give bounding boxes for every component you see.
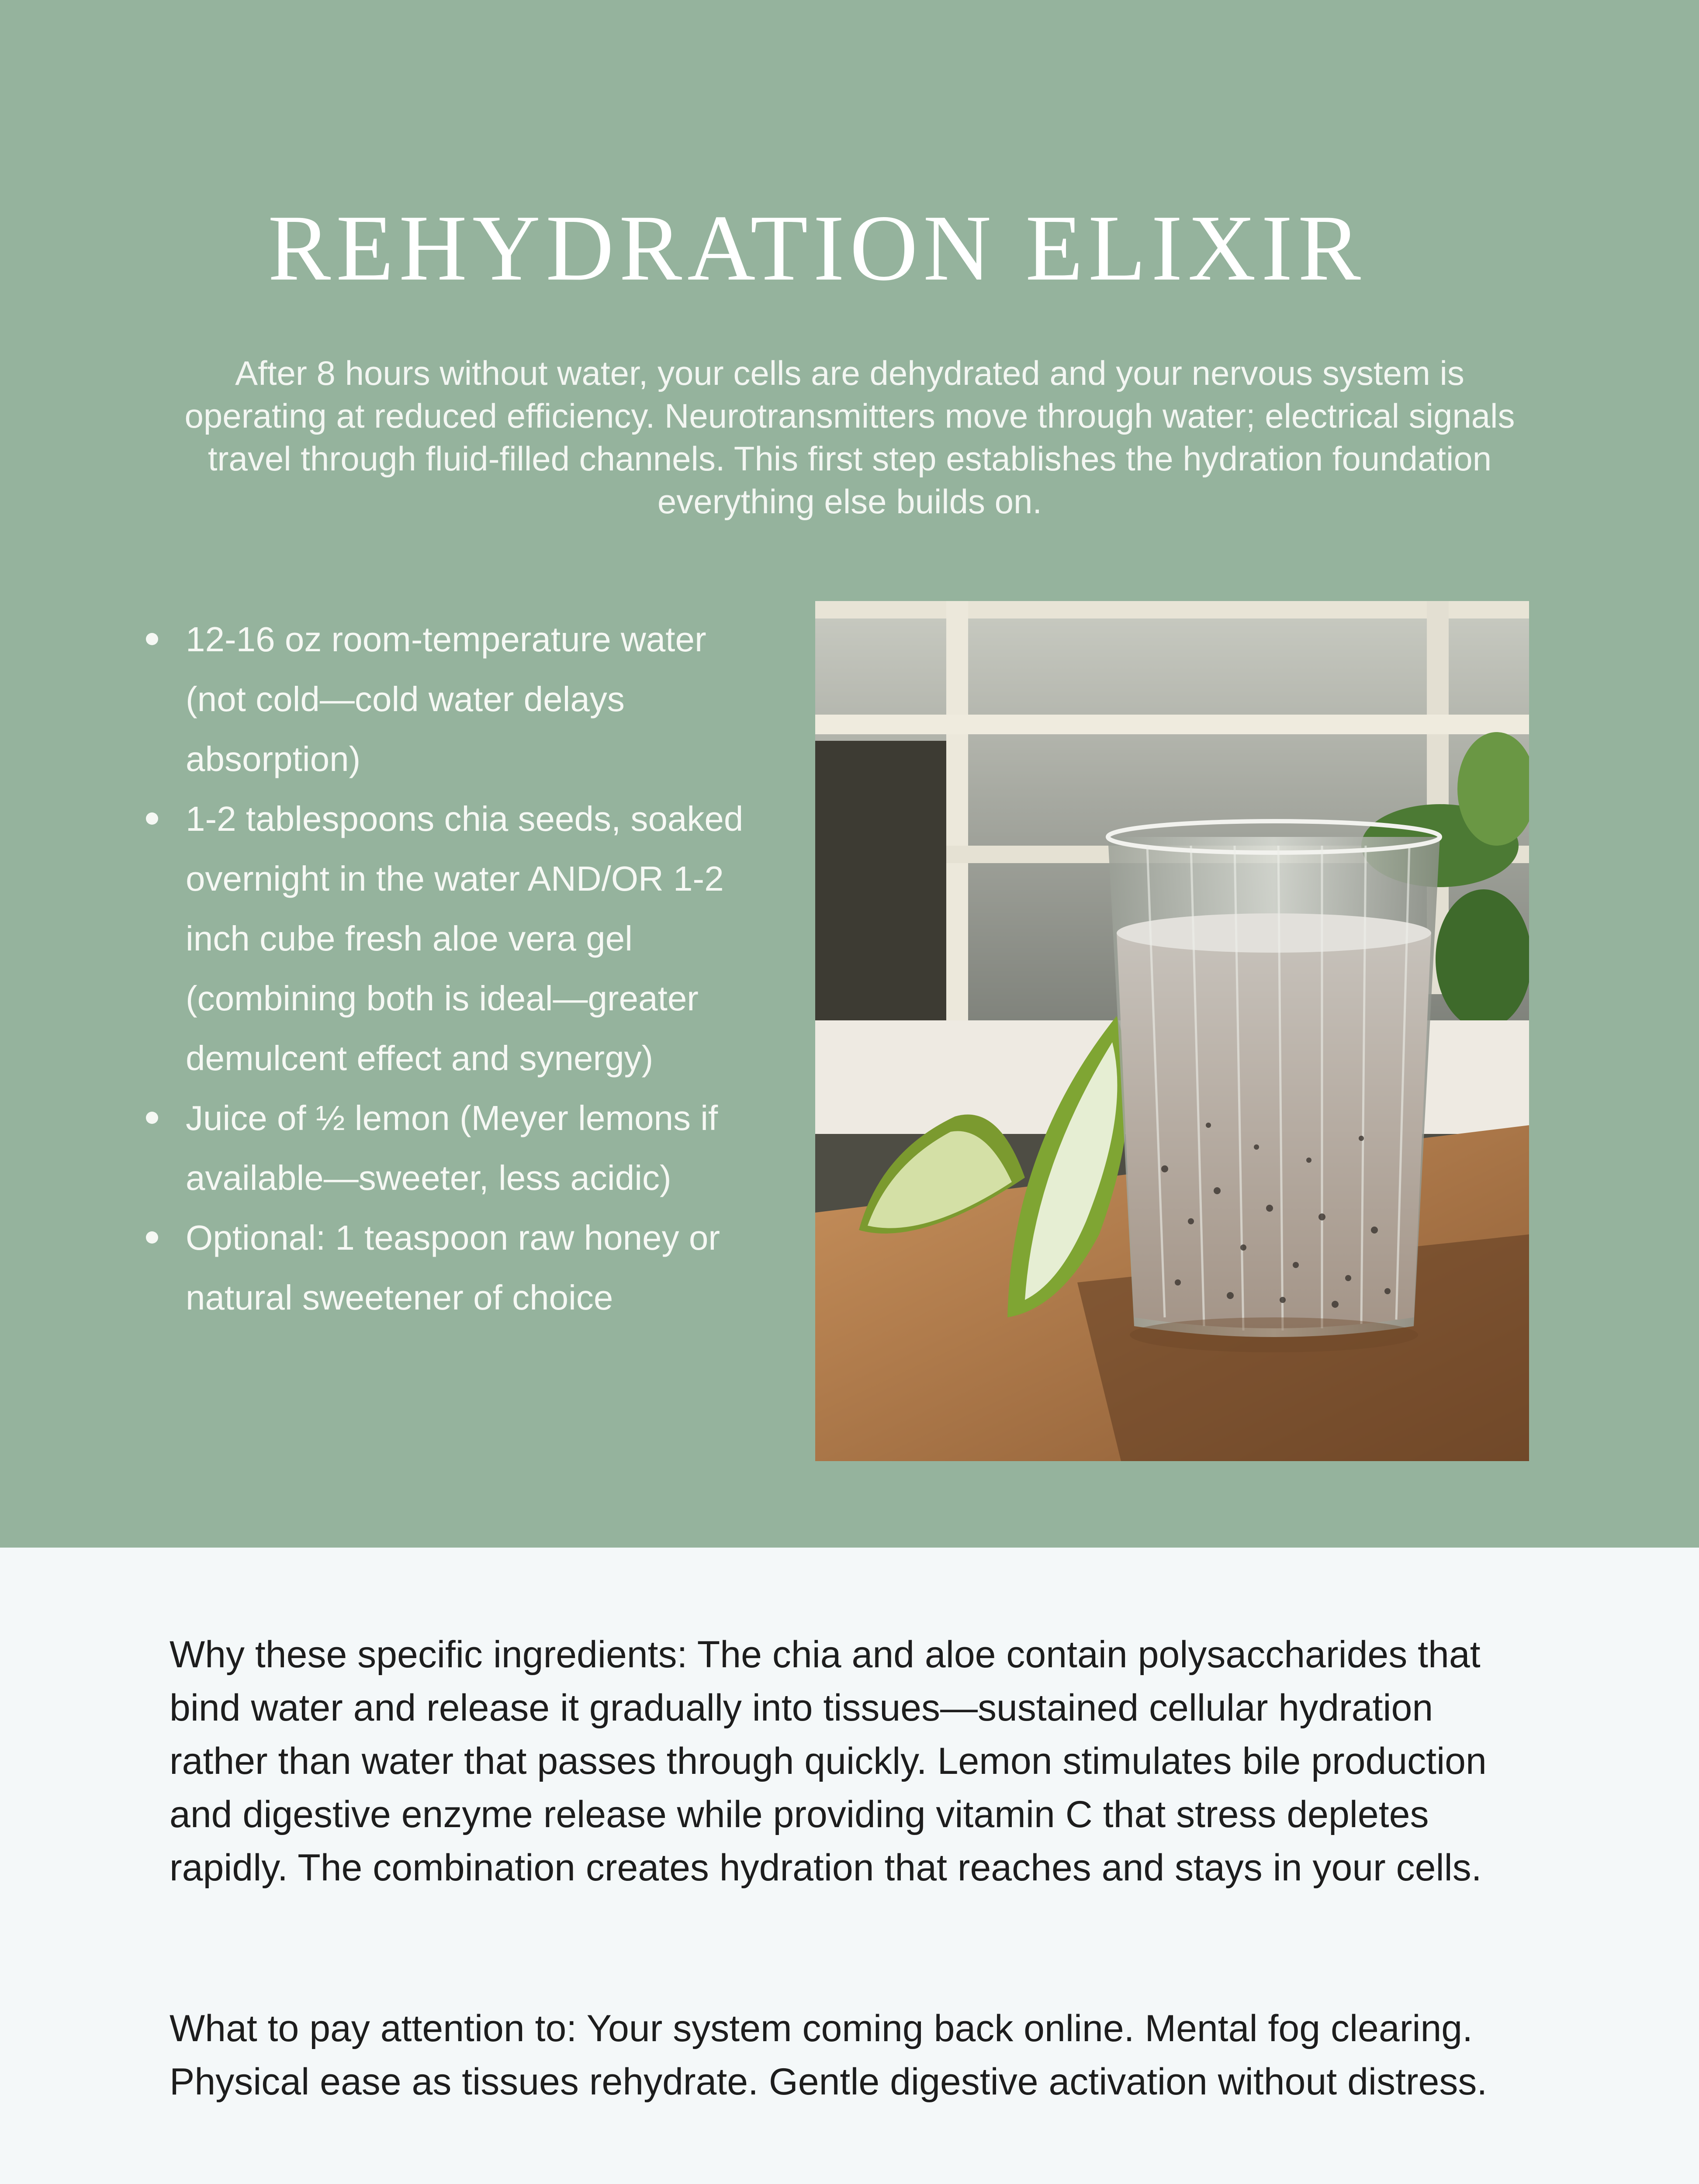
list-item [144,609,773,789]
list-item [144,1088,773,1208]
intro-paragraph: After 8 hours without water, your cells are dehydrated and your nervous system is operating at reduced efficiency. Neurotransmitters move through water; electrical signals travel through fluid-filled channels. This first step establishes the hydration foundation everything else builds on. [184,354,1515,521]
bullet-icon [146,1112,158,1124]
attention-paragraph: What to pay attention to: Your system coming back online. Mental fog clearing. Physical ease as tissues rehydrate. Gentle digestive activation without distress. [170,2008,1488,2103]
list-item [144,789,773,1088]
why-paragraph: Why these specific ingredients: The chia and aloe contain polysaccharides that bind water and release it gradually into tissues—sustained cellular hydration rather than water that passes through quickly. Lemon stimulates bile production and digestive enzyme release while providing vitamin C that stress depletes rapidly. The combination creates hydration that reaches and stays in your cells. [170,1634,1487,1889]
bullet-icon [146,812,158,825]
page-title: REHYDRATION ELIXIR [268,196,1366,300]
bullet-icon [146,1231,158,1244]
ingredient-list [144,609,773,1327]
ingredient-text: Juice of ½ lemon (Meyer lemons if available—sweeter, less acidic) [186,1099,718,1197]
ingredient-text: 1-2 tablespoons chia seeds, soaked overnight in the water AND/OR 1-2 inch cube fresh aloe vera gel (combining both is ideal—greater demulcent effect and synergy) [186,799,744,1078]
ingredient-text: Optional: 1 teaspoon raw honey or natural sweetener of choice [186,1218,720,1317]
bullet-icon [146,633,158,645]
list-item [144,1208,773,1327]
ingredient-text: 12-16 oz room-temperature water (not cold—cold water delays absorption) [186,620,706,778]
elixir-photo [815,601,1529,1461]
glass-of-chia-water-illustration [815,601,1529,1461]
